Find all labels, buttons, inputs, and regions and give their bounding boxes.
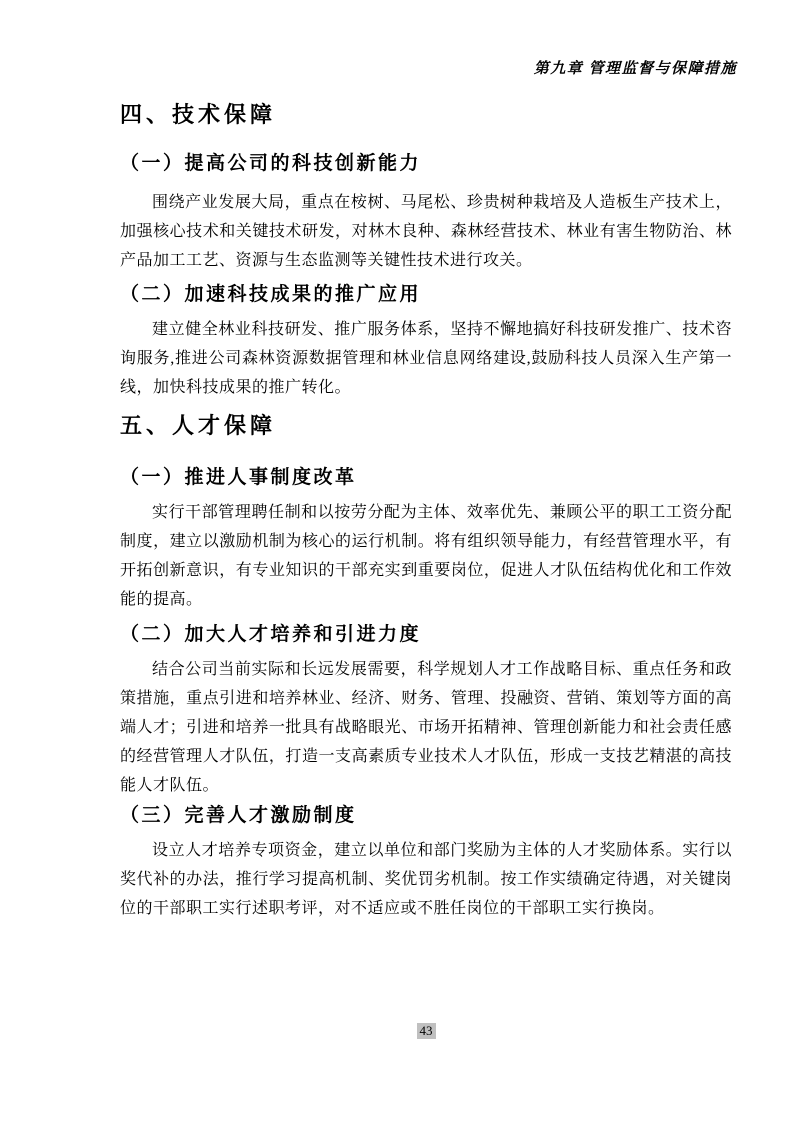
page-footer	[120, 1022, 732, 1040]
paragraph-personnel-reform: 实行干部管理聘任制和以按劳分配为主体、效率优先、兼顾公平的职工工资分配制度，建立以激励机制为核心的运行机制。将有组织领导能力，有经营管理水平，有开拓创新意识，有专业知识的干部充实到重要岗位，促进人才队伍结构优化和工作效能的提高。	[120, 504, 732, 608]
subsection-heading-talent-incentive: （三）完善人才激励制度	[120, 805, 357, 826]
paragraph-talent-incentive: 设立人才培养专项资金，建立以单位和部门奖励为主体的人才奖励体系。实行以奖代补的办法，推行学习提高机制、奖优罚劣机制。按工作实绩确定待遇，对关键岗位的干部职工实行述职考评，对不适应或不胜任岗位的干部职工实行换岗。	[120, 842, 732, 917]
paragraph-talent-cultivation: 结合公司当前实际和长远发展需要，科学规划人才工作战略目标、重点任务和政策措施，重点引进和培养林业、经济、财务、管理、投融资、营销、策划等方面的高端人才；引进和培养一批具有战略眼光、市场开拓精神、管理创新能力和社会责任感的经营管理人才队伍，打造一支高素质专业技术人才队伍，形成一支技艺精湛的高技能人才队伍。	[120, 661, 732, 794]
subsection-heading-tech-innovation: （一）提高公司的科技创新能力	[120, 153, 422, 174]
section-title-technical-support: 四、技术保障	[120, 102, 277, 127]
paragraph-tech-innovation: 围绕产业发展大局，重点在桉树、马尾松、珍贵树种栽培及人造板生产技术上，加强核心技术和关键技术研发，对林木良种、森林经营技术、林业有害生物防治、林产品加工工艺、资源与生态监测等关键性技术进行攻关。	[120, 194, 732, 269]
page-number: 43	[417, 1023, 436, 1039]
subsection-heading-talent-cultivation: （二）加大人才培养和引进力度	[120, 624, 422, 645]
subsection-heading-personnel-reform: （一）推进人事制度改革	[120, 467, 357, 488]
paragraph-tech-promotion: 建立健全林业科技研发、推广服务体系，坚持不懈地搞好科技研发推广、技术咨询服务,推进公司森林资源数据管理和林业信息网络建设,鼓励科技人员深入生产第一线，加快科技成果的推广转化。	[120, 321, 732, 396]
section-title-talent-support: 五、人才保障	[120, 413, 277, 438]
subsection-heading-tech-promotion: （二）加速科技成果的推广应用	[120, 284, 422, 305]
running-header: 第九章 管理监督与保障措施	[533, 61, 737, 77]
document-content	[120, 96, 732, 923]
